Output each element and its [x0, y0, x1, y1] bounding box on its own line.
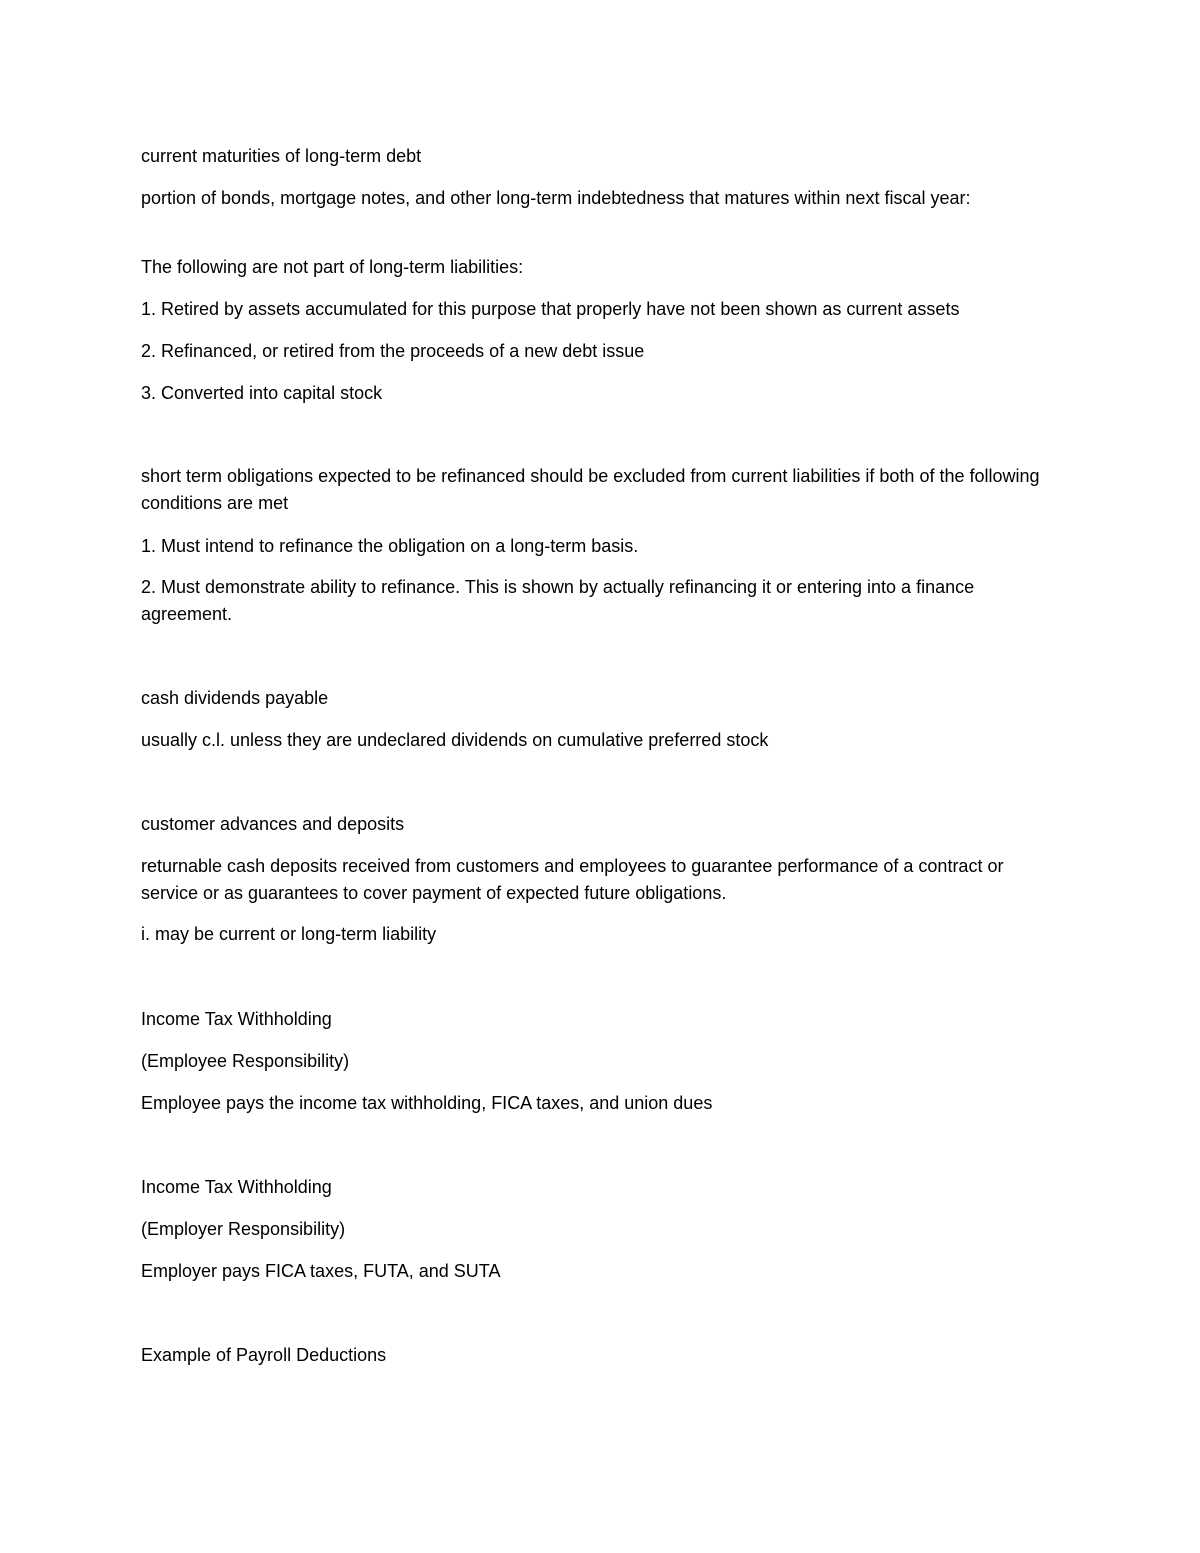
heading-short-term-obligations: short term obligations expected to be refinanced should be excluded from current liabilities if both of the following conditions are met — [141, 466, 1040, 513]
heading-withholding-employee: Income Tax Withholding — [141, 1009, 332, 1029]
heading-cash-dividends: cash dividends payable — [141, 688, 329, 708]
list-item: 1. Must intend to refinance the obligation on a long-term basis. — [141, 536, 639, 556]
note-customer-advances: i. may be current or long-term liability — [141, 924, 437, 944]
definition-current-maturities: portion of bonds, mortgage notes, and other long-term indebtedness that matures within next fiscal year: — [141, 188, 971, 208]
definition-customer-advances: returnable cash deposits received from customers and employees to guarantee performance of a contract or service or as guarantees to cover payment of expected future obligations. — [141, 856, 1004, 903]
subheading-employer-responsibility: (Employer Responsibility) — [141, 1219, 346, 1239]
definition-withholding-employer: Employer pays FICA taxes, FUTA, and SUTA — [141, 1261, 501, 1281]
heading-withholding-employer: Income Tax Withholding — [141, 1177, 332, 1197]
list-item: 2. Refinanced, or retired from the proceeds of a new debt issue — [141, 341, 645, 361]
heading-current-maturities: current maturities of long-term debt — [141, 146, 422, 166]
heading-payroll-example: Example of Payroll Deductions — [141, 1345, 387, 1365]
definition-withholding-employee: Employee pays the income tax withholding, FICA taxes, and union dues — [141, 1093, 713, 1113]
definition-cash-dividends: usually c.l. unless they are undeclared dividends on cumulative preferred stock — [141, 730, 769, 750]
list-item: 3. Converted into capital stock — [141, 383, 383, 403]
heading-customer-advances: customer advances and deposits — [141, 814, 405, 834]
subheading-employee-responsibility: (Employee Responsibility) — [141, 1051, 350, 1071]
list-item: 2. Must demonstrate ability to refinance. This is shown by actually refinancing it or entering into a finance agreement. — [141, 577, 975, 624]
list-item: 1. Retired by assets accumulated for this purpose that properly have not been shown as current assets — [141, 299, 960, 319]
intro-not-long-term: The following are not part of long-term liabilities: — [141, 257, 524, 277]
